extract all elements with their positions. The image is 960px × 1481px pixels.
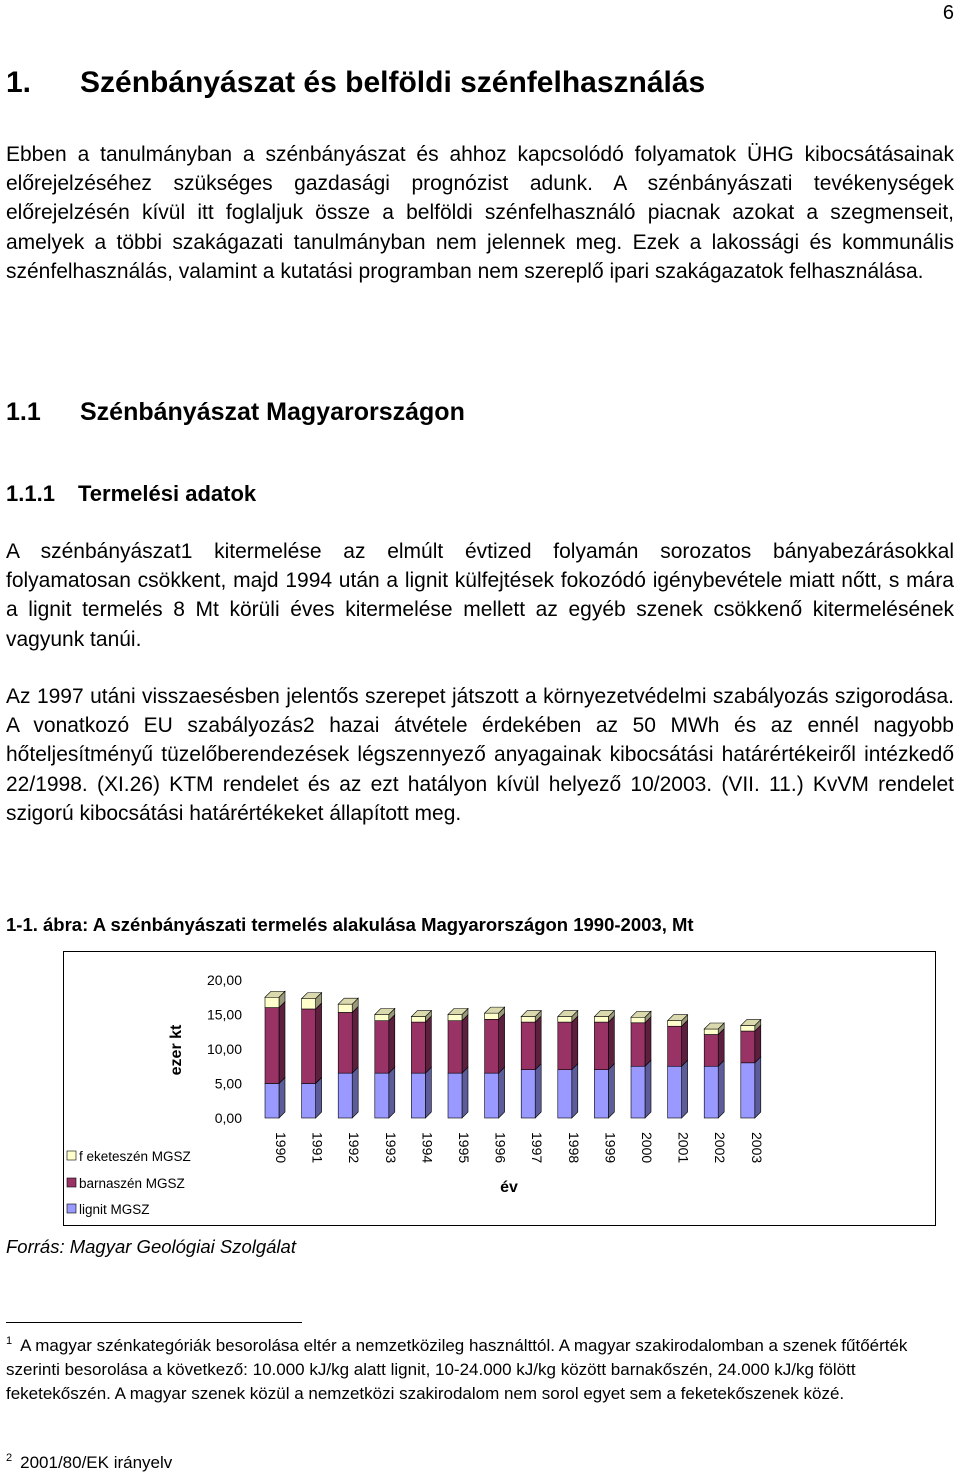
legend-swatch — [67, 1178, 76, 1187]
x-tick-label: 1995 — [456, 1132, 472, 1164]
bar-segment — [485, 1019, 499, 1073]
bar-segment — [448, 1021, 462, 1073]
subsubsection-number: 1.1.1 — [6, 481, 55, 506]
bar-segment — [558, 1070, 572, 1118]
bar-side — [316, 1078, 322, 1119]
bar-segment — [338, 1073, 352, 1118]
bar-segment — [485, 1073, 499, 1118]
bar-segment — [521, 1070, 535, 1118]
bar-side — [389, 1067, 395, 1118]
subsection-heading — [6, 398, 465, 427]
x-tick-label: 2001 — [675, 1132, 692, 1164]
bar-segment — [338, 1004, 352, 1012]
bar-segment — [704, 1066, 718, 1118]
bar-segment — [302, 1084, 316, 1119]
bar-side — [352, 1006, 358, 1073]
bar-side — [316, 1003, 322, 1084]
bar-side — [279, 1078, 285, 1119]
x-tick-label: 1996 — [492, 1132, 509, 1164]
x-tick-label: 1990 — [273, 1132, 289, 1164]
x-tick-label: 1997 — [529, 1132, 546, 1164]
x-tick-label: 1991 — [309, 1132, 326, 1164]
footnote-2 — [6, 1451, 954, 1475]
bar-segment — [704, 1029, 718, 1035]
bar-segment — [631, 1017, 645, 1023]
bar-side — [755, 1025, 761, 1063]
bar-side — [535, 1016, 541, 1070]
bar-segment — [704, 1035, 718, 1067]
x-tick-label: 1998 — [565, 1132, 582, 1164]
x-tick-label: 1993 — [382, 1132, 399, 1164]
bar-segment — [448, 1015, 462, 1021]
bar-side — [682, 1060, 688, 1118]
bar-segment — [375, 1021, 389, 1073]
y-tick-label: 20,00 — [206, 972, 242, 988]
bar-segment — [594, 1070, 608, 1118]
bar-side — [645, 1060, 651, 1118]
subsection-number: 1.1 — [6, 398, 41, 426]
bar-segment — [594, 1017, 608, 1023]
bar-side — [499, 1013, 505, 1073]
bar-side — [572, 1016, 578, 1070]
bar-segment — [741, 1026, 755, 1032]
page-number: 6 — [942, 2, 954, 24]
bar-segment — [741, 1031, 755, 1063]
subsubsection-title: Termelési adatok — [78, 481, 257, 506]
legend-swatch — [67, 1151, 76, 1160]
section-number: 1. — [6, 66, 32, 99]
bar-segment — [741, 1063, 755, 1118]
legend-label: f eketeszén MGSZ — [79, 1149, 191, 1164]
bar-segment — [521, 1017, 535, 1023]
bar-side — [755, 1057, 761, 1118]
bar-segment — [265, 997, 279, 1007]
bar-segment — [375, 1073, 389, 1118]
x-tick-label: 1999 — [602, 1132, 619, 1164]
footnote-2-marker: 2 — [6, 1452, 13, 1465]
body-paragraph-2: Az 1997 utáni visszaesésben jelentős szerepet játszott a környezetvédelmi szabályozás szigorodása. A vonatkozó EU szabályozás2 hazai átvétele érdekében az 50 MWh és az ennél nagyobb hőteljesítményű tüzelőberendezések légszennyező anyagainak kibocsátási határértékeiről intézkedő 22/1998. (XI.26) KTM rendelet és az ezt hatályon kívül helyező 10/2003. (VII. 11.) KvVM rendelet szigorú kibocsátási határértékeket állapított meg. — [6, 685, 954, 825]
bar-side — [389, 1015, 395, 1073]
bar-segment — [558, 1022, 572, 1070]
section-title: Szénbányászat és belföldi szénfelhasználás — [80, 66, 706, 99]
bar-side — [682, 1020, 688, 1066]
y-tick-label: 15,00 — [206, 1006, 242, 1023]
bar-segment — [375, 1015, 389, 1021]
bar-segment — [448, 1073, 462, 1118]
bar-side — [535, 1064, 541, 1118]
bar-side — [645, 1017, 651, 1066]
bar-segment — [668, 1021, 682, 1027]
legend-label: lignit MGSZ — [79, 1202, 150, 1217]
x-tick-label: 1994 — [419, 1132, 436, 1164]
footnote-1 — [6, 1334, 954, 1406]
bar-segment — [631, 1023, 645, 1066]
figure-caption: 1-1. ábra: A szénbányászati termelés alakulása Magyarországon 1990-2003, Mt — [6, 914, 694, 935]
x-tick-label: 2003 — [748, 1132, 765, 1164]
bar-segment — [265, 1008, 279, 1084]
chart-svg — [64, 952, 937, 1227]
bar-segment — [265, 1084, 279, 1119]
subsection-title: Szénbányászat Magyarországon — [80, 398, 465, 426]
bar-segment — [668, 1066, 682, 1118]
coal-production-chart — [63, 951, 936, 1226]
y-axis-title: ezer kt — [168, 1024, 185, 1076]
y-tick-label: 5,00 — [214, 1075, 242, 1092]
footnote-separator — [6, 1322, 302, 1323]
bar-side — [462, 1015, 468, 1073]
subsubsection-heading — [6, 481, 256, 507]
bar-segment — [411, 1073, 425, 1118]
bar-side — [718, 1029, 724, 1067]
bar-segment — [302, 1009, 316, 1084]
bar-segment — [485, 1013, 499, 1019]
bar-side — [425, 1016, 431, 1073]
bar-side — [499, 1067, 505, 1118]
figure-source: Forrás: Magyar Geológiai Szolgálat — [6, 1236, 296, 1257]
bar-side — [608, 1064, 614, 1118]
bar-segment — [521, 1022, 535, 1070]
y-tick-label: 0,00 — [214, 1110, 242, 1126]
bar-segment — [594, 1022, 608, 1070]
bar-side — [425, 1067, 431, 1118]
intro-paragraph: Ebben a tanulmányban a szénbányászat és ahhoz kapcsolódó folyamatok ÜHG kibocsátásainak előrejelzéséhez szükséges gazdasági prognózist adunk. A szénbányászati tevékenységek előrejelzésén kívül itt foglaljuk össze a belföldi szénfelhasználó piacnak azokat a szegmenseit, amelyek a többi szakágazati tanulmányban nem jelennek meg. Ezek a lakossági és kommunális szénfelhasználás, valamint a kutatási programban nem szereplő ipari szakágazatok felhasználása. — [6, 143, 954, 283]
bar-side — [352, 1067, 358, 1118]
legend-label: barnaszén MGSZ — [79, 1176, 185, 1191]
bar-segment — [668, 1026, 682, 1066]
bar-segment — [558, 1017, 572, 1023]
bar-segment — [631, 1066, 645, 1118]
y-tick-label: 10,00 — [206, 1041, 242, 1057]
bar-segment — [302, 999, 316, 1009]
x-tick-label: 2002 — [712, 1132, 729, 1164]
bar-side — [279, 1002, 285, 1084]
legend-swatch — [67, 1204, 76, 1213]
bar-side — [572, 1064, 578, 1118]
footnote-1-marker: 1 — [6, 1335, 13, 1348]
footnote-2-text: 2001/80/EK irányelv — [20, 1453, 173, 1472]
x-axis-title: év — [500, 1179, 518, 1196]
bar-segment — [411, 1017, 425, 1023]
bar-segment — [338, 1012, 352, 1073]
bar-side — [462, 1067, 468, 1118]
x-tick-label: 1992 — [346, 1132, 363, 1164]
body-paragraph-1: A szénbányászat1 kitermelése az elmúlt évtized folyamán sorozatos bányabezárásokkal folyamatosan csökkent, majd 1994 után a lignit külfejtések fokozódó igénybevétele miatt nőtt, s mára a lignit termelés 8 Mt körüli éves kitermelése mellett az egyéb szenek csökkenő kitermelésének vagyunk tanúi. — [6, 540, 954, 651]
footnote-1-text: A magyar szénkategóriák besorolása eltér a nemzetközileg használttól. A magyar szakirodalomban a szenek fűtőérték szerinti besorolása a következő: 10.000 kJ/kg alatt lignit, 10-24.000 kJ/kg között barnakőszén, 24.000 kJ/kg fölött feketekőszén. A magyar szenek közül a nemzetközi szakirodalom nem sorol egyet sem a feketekőszenek közé. — [6, 1336, 908, 1403]
bar-side — [608, 1016, 614, 1070]
section-heading — [6, 66, 705, 100]
x-tick-label: 2000 — [639, 1132, 655, 1164]
bar-segment — [411, 1022, 425, 1073]
bar-side — [718, 1060, 724, 1118]
